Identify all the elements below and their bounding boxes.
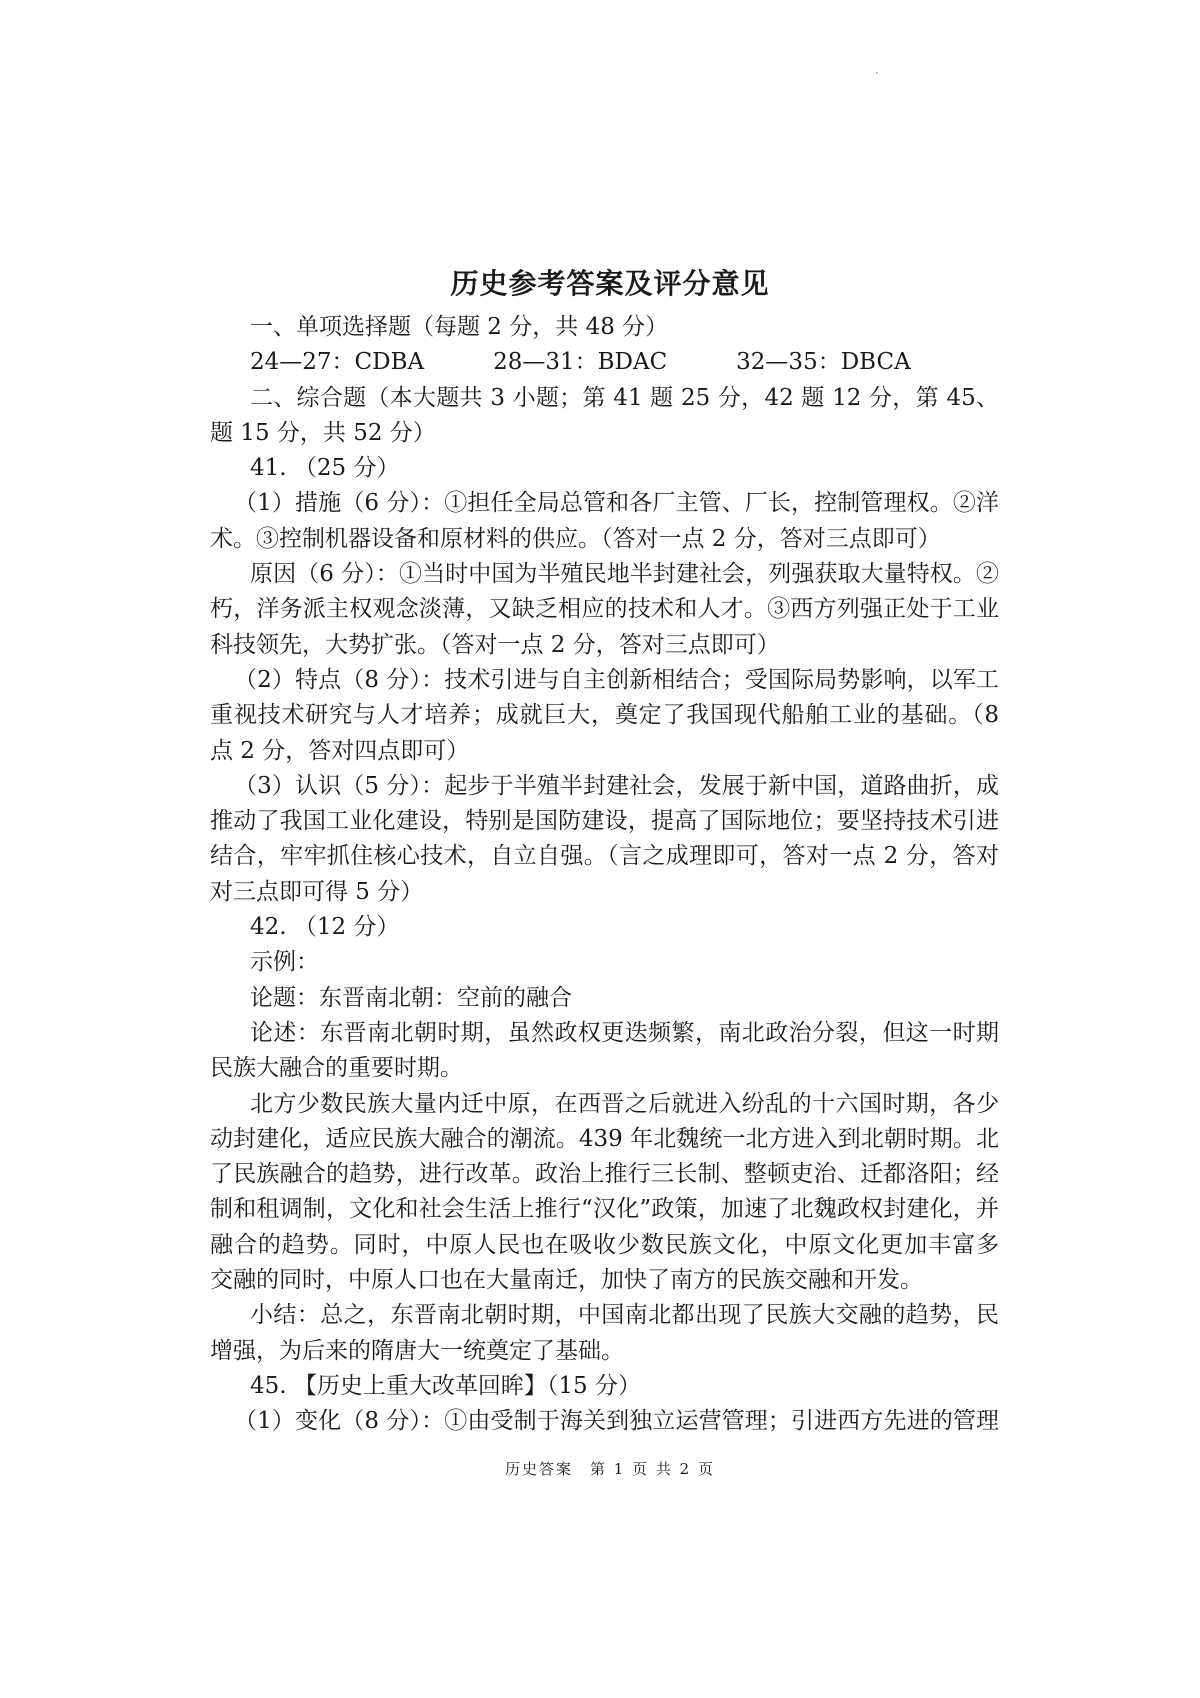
text-line: 45. 【历史上重大改革回眸】（15 分） [250,1372,641,1399]
text-line: 二、综合题（本大题共 3 小题；第 41 题 25 分，42 题 12 分，第 45、 [250,384,999,411]
text-line: 一、单项选择题（每题 2 分，共 48 分） [250,314,669,340]
text-line: 论题：东晋南北朝：空前的融合 [250,984,572,1011]
text-line: 42. （12 分） [250,914,400,941]
text-line: 融合的趋势。同时，中原人民也在吸收少数民族文化，中原文化更加丰富多 [210,1231,999,1258]
text-line: 24—27：CDBA 28—31：BDAC 32—35：DBCA [250,349,911,376]
text-line: 结合，牢牢抓住核心技术，自立自强。（言之成理即可，答对一点 2 分，答对 [210,843,999,870]
text-line: 科技领先，大势扩张。（答对一点 2 分，答对三点即可） [210,631,780,658]
text-line: 朽，洋务派主权观念淡薄，又缺乏相应的技术和人才。③西方列强正处于工业 [210,596,999,623]
text-line: （1）措施（6 分）：①担任全局总管和各厂主管、厂长，控制管理权。②洋 [234,490,999,517]
text-line: 题 15 分，共 52 分） [210,419,436,446]
text-line: 北方少数民族大量内迁中原，在西晋之后就进入纷乱的十六国时期，各少 [250,1090,999,1117]
text-line: 小结：总之，东晋南北朝时期，中国南北都出现了民族大交融的趋势，民 [250,1302,999,1329]
text-line: （2）特点（8 分）：技术引进与自主创新相结合；受国际局势影响，以军工 [234,666,999,693]
text-line: 点 2 分，答对四点即可） [210,737,470,764]
text-line: 动封建化，适应民族大融合的潮流。439 年北魏统一北方进入到北朝时期。北 [210,1125,999,1152]
text-line: 推动了我国工业化建设，特别是国防建设，提高了国际地位；要坚持技术引进 [210,808,999,835]
text-line: 制和租调制，文化和社会生活上推行“汉化”政策，加速了北魏政权封建化，并 [210,1196,999,1223]
text-line: 民族大融合的重要时期。 [210,1055,463,1082]
text-line: 交融的同时，中原人口也在大量南迁，加快了南方的民族交融和开发。 [210,1267,923,1294]
document-title: 历史参考答案及评分意见 [450,267,770,300]
text-line: （3）认识（5 分）：起步于半殖半封建社会，发展于新中国，道路曲折，成 [234,772,999,799]
text-line: 增强，为后来的隋唐大一统奠定了基础。 [210,1337,624,1364]
scan-speck [876,72,878,74]
text-line: 示例： [250,949,319,976]
text-line: 重视技术研究与人才培养；成就巨大，奠定了我国现代船舶工业的基础。（8 [210,702,999,729]
text-line: 了民族融合的趋势，进行改革。政治上推行三长制、整顿吏治、迁都洛阳；经 [210,1161,999,1188]
page-footer: 历史答案 第 1 页 共 2 页 [505,1460,715,1478]
text-line: 对三点即可得 5 分） [210,878,424,905]
answer-body [210,310,999,1440]
text-line: 原因（6 分）：①当时中国为半殖民地半封建社会，列强获取大量特权。② [250,561,999,588]
text-line: 论述：东晋南北朝时期，虽然政权更迭频繁，南北政治分裂，但这一时期 [250,1019,999,1046]
text-line: （1）变化（8 分）：①由受制于海关到独立运营管理；引进西方先进的管理 [234,1408,999,1435]
text-line: 术。③控制机器设备和原材料的供应。（答对一点 2 分，答对三点即可） [210,525,941,552]
text-line: 41. （25 分） [250,455,400,482]
